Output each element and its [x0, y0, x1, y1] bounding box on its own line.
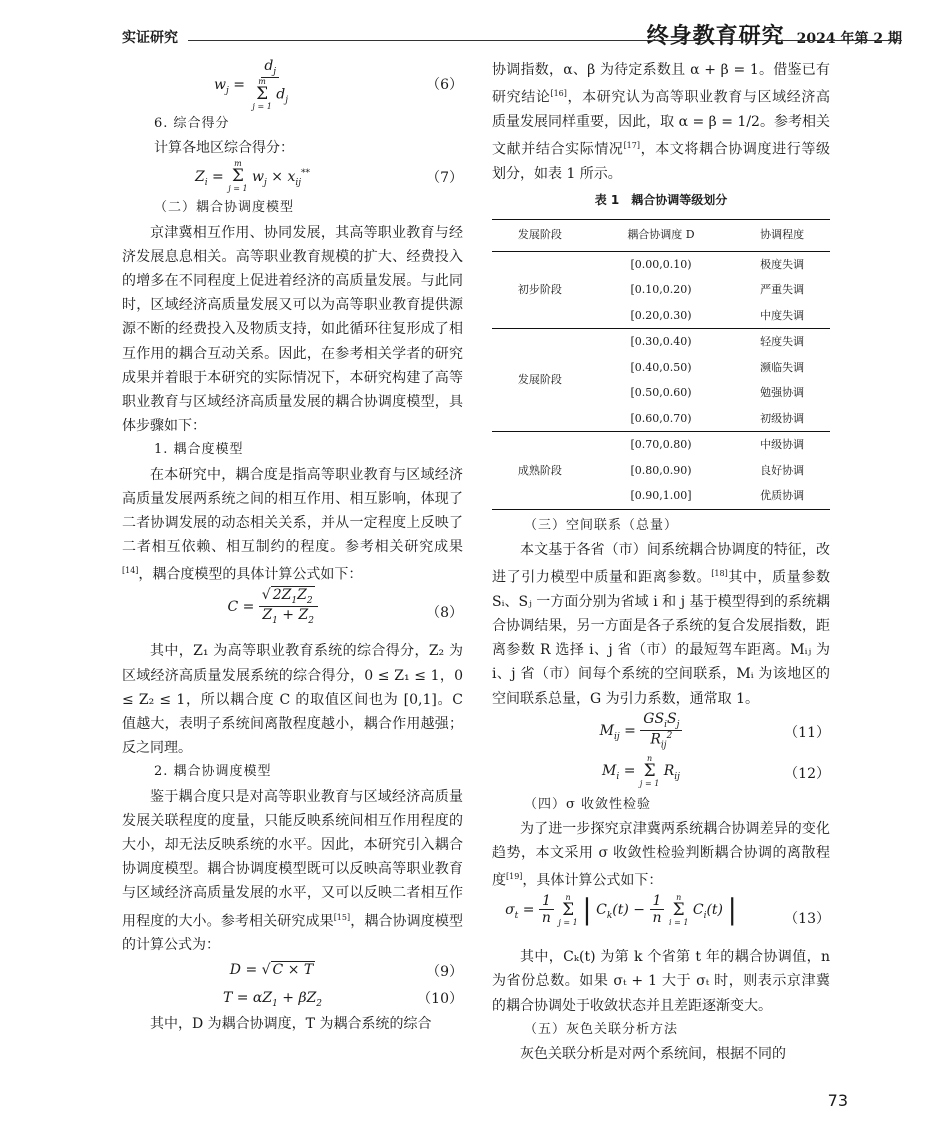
range-cell: [0.80,0.90) — [630, 463, 692, 477]
equation-11-number: （11） — [784, 724, 830, 741]
table-row — [492, 329, 830, 355]
citation: [19] — [506, 872, 523, 882]
equation-12-number: （12） — [784, 765, 830, 782]
range-cell: [0.90,1.00] — [588, 483, 735, 509]
table-caption: 表 1 耦合协调等级划分 — [594, 193, 728, 208]
equation-8-number: （8） — [426, 605, 463, 622]
paragraph: 为了进一步探究京津冀两系统耦合协调差异的变化趋势，本文采用 σ 收敛性检验判断耦合协调的离散程度[19]，具体计算公式如下： — [492, 821, 830, 890]
range-cell: [0.30,0.40) — [630, 335, 692, 349]
item-2-title: 2. 耦合协调度模型 — [154, 764, 272, 780]
level-cell: 中度失调 — [734, 303, 830, 329]
paragraph: 其中，D 为耦合协调度，T 为耦合系统的综合 — [150, 1015, 432, 1032]
equation-7-number: （7） — [426, 170, 463, 187]
item-6-text: 计算各地区综合得分： — [154, 140, 294, 157]
stage-cell: 发展阶段 — [492, 329, 588, 432]
equation-10: $T = \alpha Z_1 + \beta Z_2$ （10） — [122, 986, 463, 1012]
item-1-title: 1. 耦合度模型 — [154, 442, 244, 458]
equation-6-number: （6） — [426, 76, 463, 93]
paragraph: 其中，Cₖ(t) 为第 k 个省第 t 年的耦合协调值，n 为省份总数。如果 σₜ + 1 大于 σₜ 时，则表示京津冀的耦合协调处于收敛状态并且差距逐渐变大。 — [492, 949, 830, 1014]
equation-12: $M_i$ = n Σ j = 1 $R_{ij}$ （12） — [602, 753, 830, 788]
stage-cell: 初步阶段 — [492, 251, 588, 329]
journal-header — [647, 19, 902, 50]
range-cell: [0.00,0.10) — [630, 257, 692, 271]
level-cell: 勉强协调 — [760, 386, 805, 400]
issue-label: 2024 年第 2 期 — [796, 31, 902, 47]
level-cell: 濒临失调 — [760, 360, 805, 374]
range-cell: [0.60,0.70) — [588, 406, 735, 432]
item-6-title: 6. 综合得分 — [154, 116, 230, 131]
range-cell: [0.10,0.20) — [630, 283, 692, 297]
table-row — [492, 432, 830, 458]
section-3-title: （三）空间联系（总量） — [524, 517, 679, 533]
range-cell: [0.50,0.60) — [630, 386, 692, 400]
table-header: 协调程度 — [734, 219, 830, 251]
level-cell: 良好协调 — [760, 463, 805, 477]
section-4-title: （四）σ 收敛性检验 — [524, 796, 652, 812]
level-cell: 严重失调 — [760, 283, 805, 297]
section-label: 实证研究 — [122, 30, 178, 46]
paragraph: 在本研究中，耦合度是指高等职业教育与区域经济高质量发展两系统之间的相互作用、相互影响，体现了二者协调发展的动态相关关系，并从一定程度上反映了二者相互依赖、相互制约的程度。参考相关研究成果[14]，耦合度模型的具体计算公式如下： — [122, 466, 463, 584]
stage-cell: 成熟阶段 — [492, 432, 588, 510]
table-header: 发展阶段 — [492, 219, 588, 251]
citation: [17] — [623, 141, 640, 151]
citation: [18] — [711, 568, 728, 578]
header-rule — [188, 40, 902, 41]
citation: [16] — [550, 89, 567, 99]
paragraph: 其中，Z₁ 为高等职业教育系统的综合得分，Z₂ 为区域经济高质量发展系统的综合得分，0 ≤ Z₁ ≤ 1，0 ≤ Z₂ ≤ 1，所以耦合度 C 的取值区间也为 [0,1]。C 值越大，表明子系统间离散程度越小，耦合作用越强；反之同理。 — [122, 643, 463, 757]
page-number: 73 — [827, 1091, 848, 1110]
paragraph: 京津冀相互作用、协同发展，其高等职业教育与经济发展息息相关。高等职业教育规模的扩大、经费投入的增多在不同程度上促进着经济的高质量发展。与此同时，区域经济高质量发展又可以为高等职业教育提供源源不断的经费投入及物质支持，如此循环往复形成了相互作用的耦合互动关系。因此，在参考相关学者的研究成果并着眼于本研究的实际情况下，本研究构建了高等职业教育与区域经济高质量发展的耦合协调度模型，具体步骤如下： — [122, 224, 463, 435]
equation-7: $Z_i$ = m Σ j = 1 $w_j \times x_{ij}^{**}$ （7） — [194, 159, 463, 194]
citation: [15] — [333, 912, 351, 922]
equation-9-number: （9） — [426, 963, 463, 980]
level-cell: 轻度失调 — [760, 335, 805, 349]
paragraph: 本文基于各省（市）间系统耦合协调度的特征，改进了引力模型中质量和距离参数。[18]其中，质量参数 Sᵢ、Sⱼ 一方面分别为省域 i 和 j 基于模型得到的系统耦合协调结果，另一方面是各子系统的复合发展指数，距离参数 R 选择 i、j 省（市）的最短驾车距离。Mᵢⱼ 为 i、j 省（市）间每个系统的空间联系，Mᵢ 为该地区的空间联系总量，G 为引力系数，通常取 1。 — [492, 541, 831, 707]
paragraph: 鉴于耦合度只是对高等职业教育与区域经济高质量发展关联程度的度量，只能反映系统间相互作用程度的大小，却无法反映系统的水平。因此，本研究引入耦合协调度模型。耦合协调度模型既可以反映高等职业教育与区域经济高质量发展的水平，又可以反映二者相互作用程度的大小。参考相关研究成果[15]，耦合协调度模型的计算公式为： — [122, 788, 464, 954]
equation-13: $\sigma_t$ = $\frac{1}{n}$ n Σ j = 1 | $C_k(t)$ − $\frac{1}{n}$ n Σ i = 1 $C_i(t)$ | （13） — [492, 893, 830, 945]
table-row — [492, 251, 830, 277]
equation-6: $w_j$ = $d_j$ m Σ j = 1 $d_j$ （6） — [214, 58, 463, 112]
coupling-grade-table — [492, 219, 830, 510]
section-2-title: （二）耦合协调度模型 — [154, 200, 295, 216]
citation: [14] — [122, 566, 139, 576]
paragraph: 灰色关联分析是对两个系统间，根据不同的 — [520, 1046, 786, 1063]
equation-11: $M_{ij}$ = $\frac{GS_iS_j}{R_{ij}^2}$ （11） — [599, 710, 830, 751]
range-cell: [0.40,0.50) — [630, 360, 692, 374]
level-cell: 初级协调 — [734, 406, 830, 432]
equation-8: C = $\frac{√ 2Z_1Z_2}{Z_1 + Z_2}$ （8） — [227, 587, 463, 627]
level-cell: 极度失调 — [760, 257, 805, 271]
range-cell: [0.20,0.30) — [588, 303, 735, 329]
right-column — [492, 58, 830, 1066]
equation-9: D = √ C × T （9） — [122, 958, 463, 986]
left-column — [122, 58, 463, 1036]
paragraph: 协调指数，α、β 为待定系数且 α + β = 1。借鉴已有研究结论[16]，本研究认为高等职业教育与区域经济高质量发展同样重要，因此，取 α = β = 1/2。参考相关文献并结合实际情况[17]，本文将耦合协调度进行等级划分，如表 1 所示。 — [492, 62, 831, 183]
journal-logo: 终身教育研究 — [646, 24, 785, 49]
level-cell: 优质协调 — [734, 483, 830, 509]
equation-13-number: （13） — [784, 911, 830, 928]
table-header: 耦合协调度 D — [588, 219, 735, 251]
section-5-title: （五）灰色关联分析方法 — [524, 1021, 679, 1037]
equation-10-number: （10） — [417, 990, 463, 1007]
level-cell: 中级协调 — [760, 438, 805, 452]
range-cell: [0.70,0.80) — [630, 438, 692, 452]
